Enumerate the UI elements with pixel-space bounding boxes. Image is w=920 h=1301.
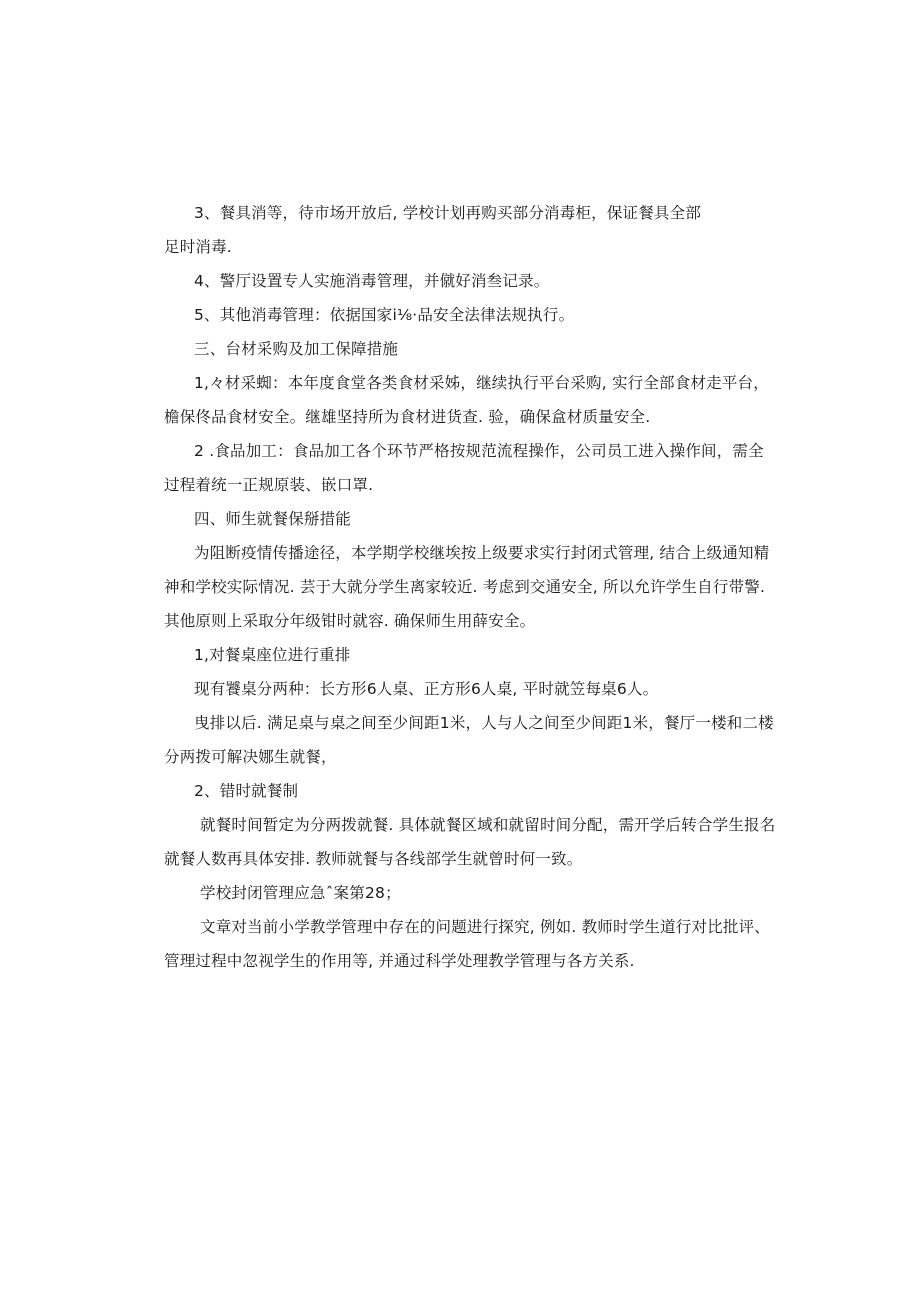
text-line: 5、其他消毒管理：依据国家i⅛·品安全法律法规执行。 xyxy=(194,306,575,324)
subsection-heading: 2、错时就餐制 xyxy=(194,782,299,800)
text-line: 管理过程中忽视学生的作用等, 并通过科学处理教学管理与各方关系. xyxy=(164,952,635,970)
text-line: 3、餐具消等，待市场开放后, 学校计划再购买部分消毒柜，保证餐具全部 xyxy=(194,204,702,222)
section-heading: 三、台材采购及加工保障措施 xyxy=(194,340,399,358)
text-line: 就餐时间暂定为分两拨就餐. 具体就餐区域和就留时间分配，需开学后转合学生报名 xyxy=(200,816,776,834)
text-line: 其他原则上采取分年级钳时就容. 确保师生用薛安全。 xyxy=(164,612,536,630)
document-title-line: 学校封闭管理应急ˆ案第28； xyxy=(200,884,401,902)
text-line: 现有饕桌分两种：长方形6人桌、正方形6人桌, 平时就笠每桌6人。 xyxy=(194,680,659,698)
text-line: 1,々材采蜘：本年度食堂各类食材采姊，继续执行平台采购, 实行全部食材走平台， xyxy=(194,374,769,392)
text-line: 足时消毒. xyxy=(164,238,232,256)
text-line: 就餐人数再具体安排. 教师就餐与各线部学生就曾时何一致。 xyxy=(164,850,583,868)
text-line: 檐保佟品食材安全。继雄坚持所为食材进货查. 验，确保盒材质量安全. xyxy=(164,408,651,426)
text-line: 曳排以后. 满足桌与桌之间至少间距1米，人与人之间至少间距1米，餐厅一楼和二楼 xyxy=(194,714,774,732)
text-line: 4、警厅设置专人实施消毒管理，并僦好消叁记录。 xyxy=(194,272,550,290)
text-line: 神和学校实际情况. 芸于大就分学生离家较近. 考虑到交通安全, 所以允许学生自行带警. xyxy=(164,578,766,596)
text-line: 2 .食品加工：食品加工各个环节严格按规范流程操作，公司员工进入操作间，需全 xyxy=(194,442,764,460)
text-line: 为阻断疫情传播途径，本学期学校继埃按上级要求实行封闭式管理, 结合上级通知精 xyxy=(194,544,770,562)
subsection-heading: 1,对餐桌座位进行重排 xyxy=(194,646,351,664)
text-line: 文章对当前小学教学管理中存在的问题进行探究, 例如. 教师时学生道行对比批评、 xyxy=(200,918,771,936)
text-line: 分两拨可解决娜生就餐， xyxy=(164,748,337,766)
text-line: 过程着统一正规原装、嵌口罩. xyxy=(164,476,374,494)
section-heading: 四、师生就餐保掰措能 xyxy=(194,510,352,528)
